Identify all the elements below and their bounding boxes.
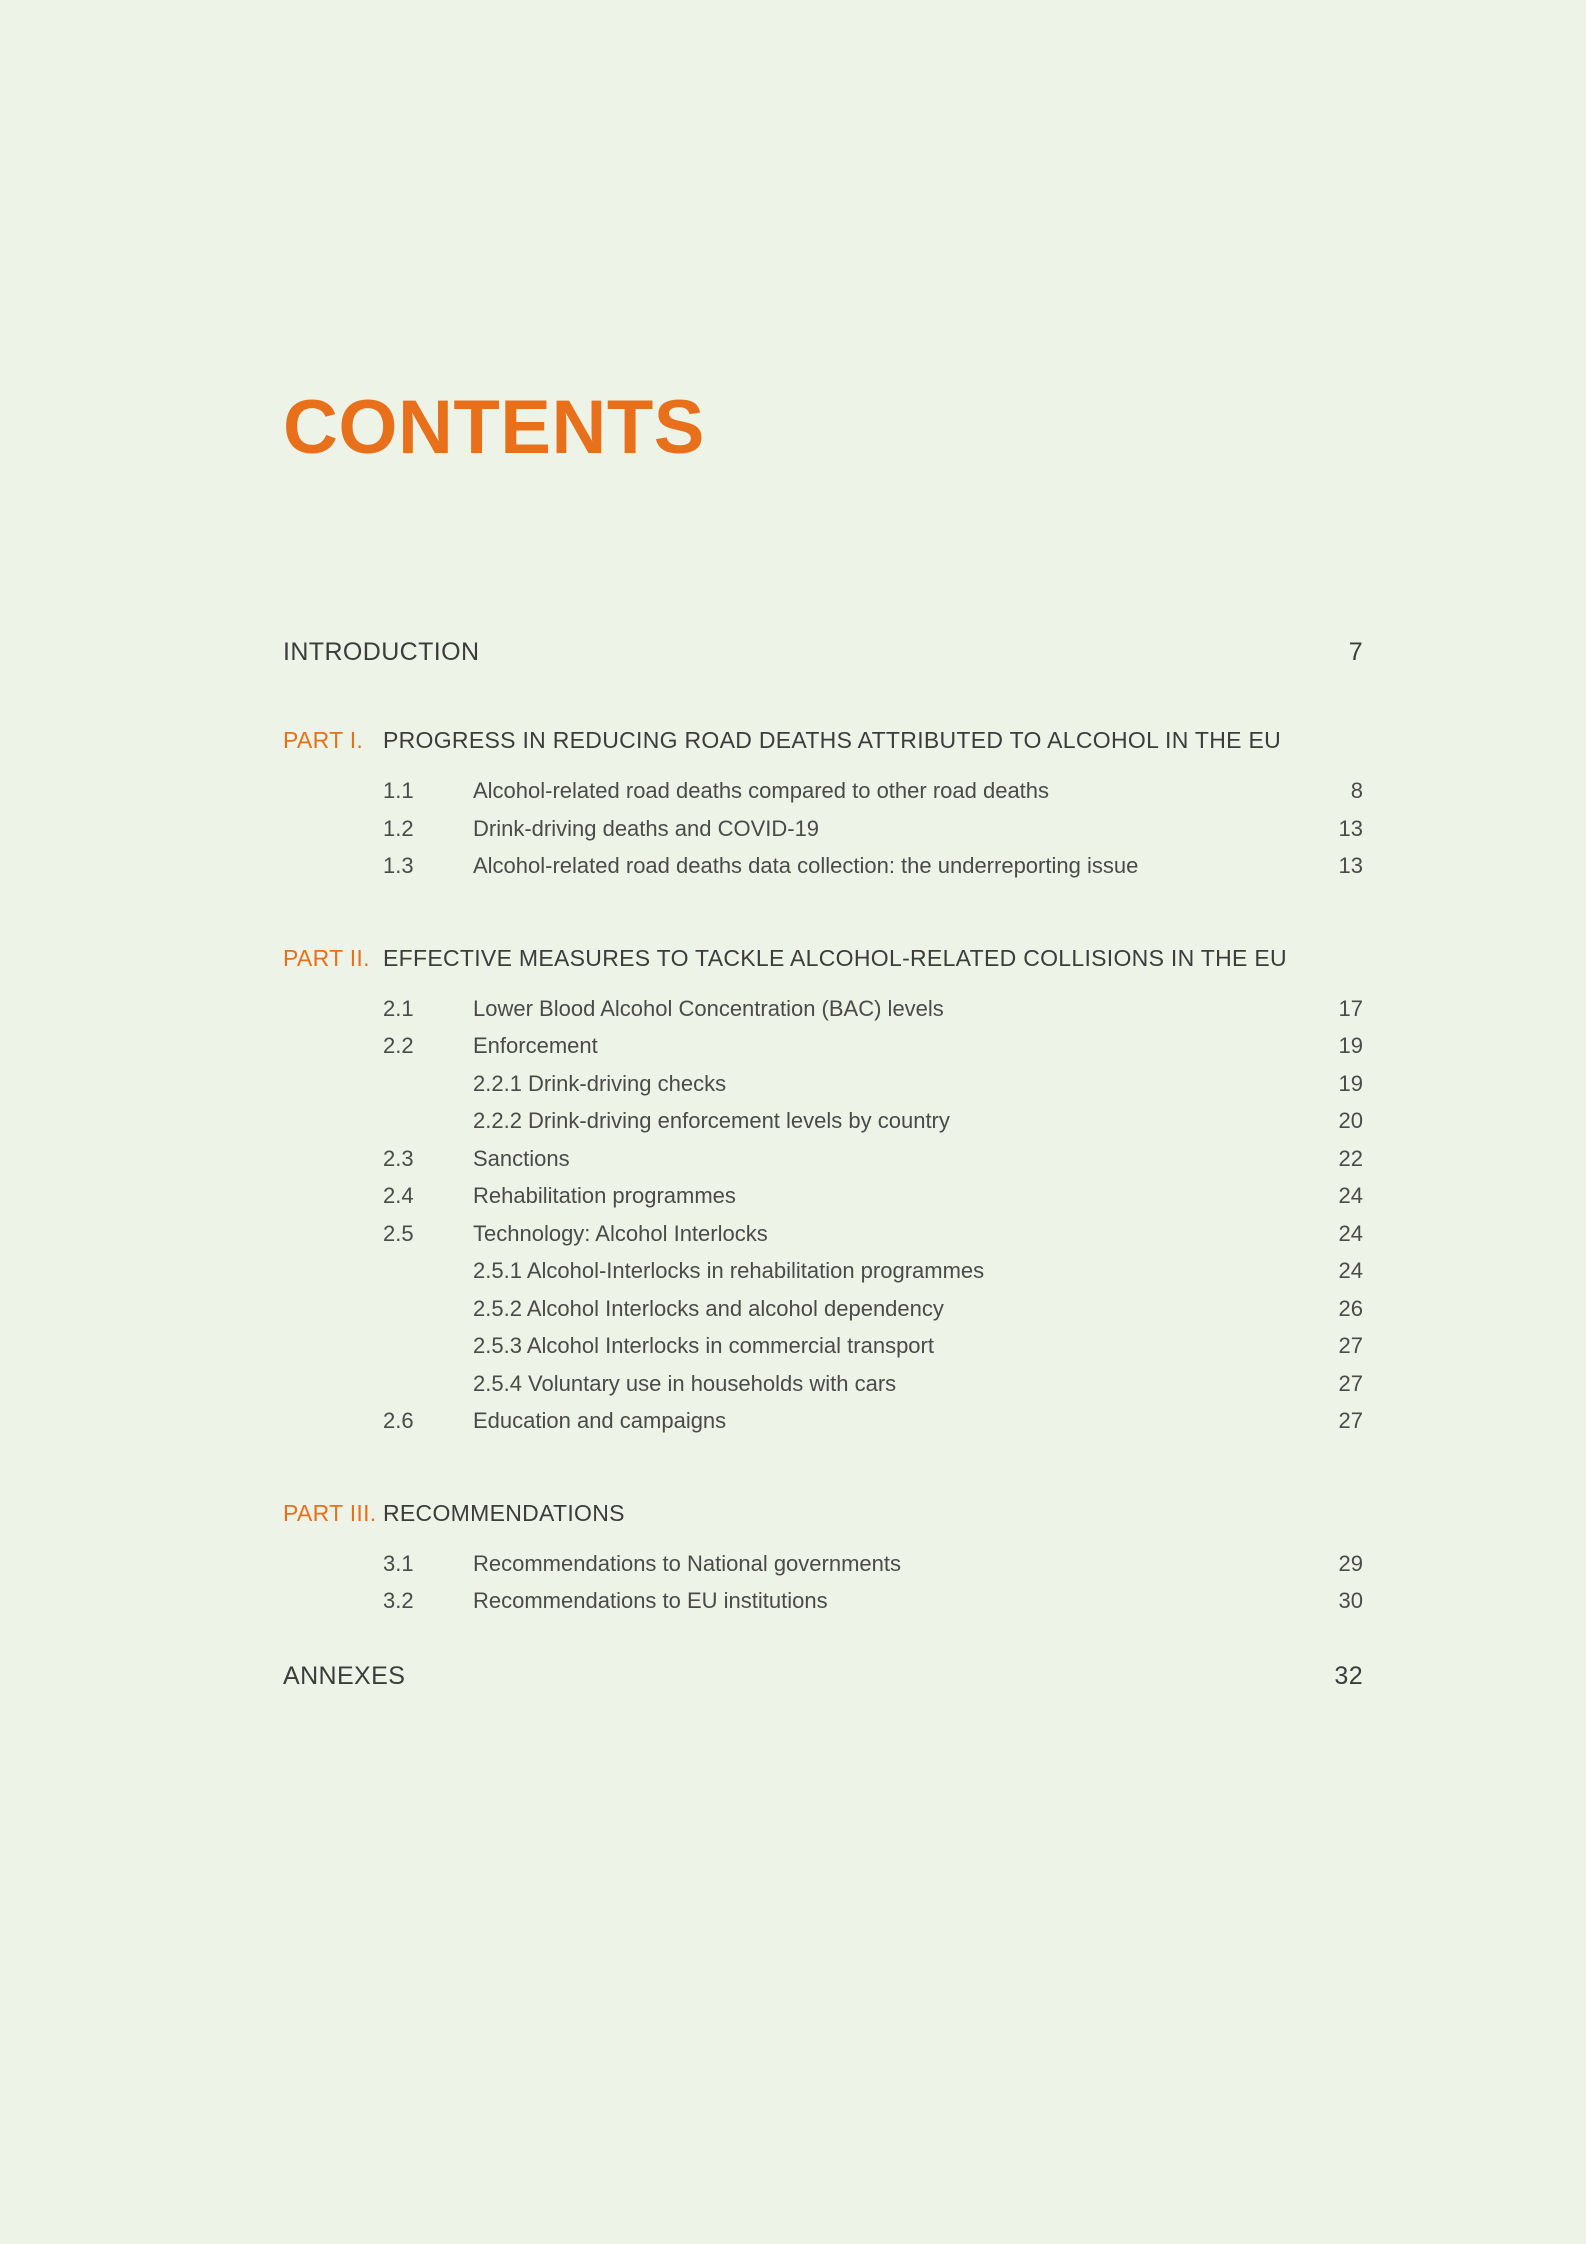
toc-entry[interactable] bbox=[283, 772, 1363, 810]
toc-entry-text: 2.5.4 Voluntary use in households with cars bbox=[473, 1370, 897, 1396]
toc-entry-text: 2.5.2 Alcohol Interlocks and alcohol dependency bbox=[473, 1295, 944, 1321]
toc-entry-page: 30 bbox=[1338, 1588, 1363, 1613]
toc-entry-text: Recommendations to EU institutions bbox=[473, 1588, 828, 1613]
spacer bbox=[283, 972, 1363, 990]
toc-entry-text: Alcohol-related road deaths compared to other road deaths bbox=[473, 778, 1050, 803]
toc-entry[interactable] bbox=[283, 1140, 1363, 1178]
toc-entry-number: 2.1 bbox=[383, 995, 414, 1021]
toc-entry-page: 27 bbox=[1338, 1333, 1363, 1358]
toc-entry-page: 27 bbox=[1338, 1408, 1363, 1433]
toc-entry-number: 3.2 bbox=[383, 1588, 414, 1613]
toc-entry-text: Lower Blood Alcohol Concentration (BAC) levels bbox=[473, 995, 944, 1021]
toc-part-title: EFFECTIVE MEASURES TO TACKLE ALCOHOL-RELATED COLLISIONS IN THE EU bbox=[383, 944, 1287, 971]
toc-entry-introduction[interactable] bbox=[283, 638, 1363, 667]
toc-entry-text: Alcohol-related road deaths data collection: the underreporting issue bbox=[473, 853, 1139, 878]
toc-part bbox=[283, 727, 1363, 945]
toc-annexes-label: ANNEXES bbox=[283, 1661, 406, 1690]
toc-entry[interactable] bbox=[283, 1065, 1363, 1103]
toc-introduction-label: INTRODUCTION bbox=[283, 638, 480, 666]
toc-part-heading[interactable] bbox=[283, 727, 1363, 754]
toc-entry[interactable] bbox=[283, 1102, 1363, 1140]
toc-entry-number: 2.5 bbox=[383, 1220, 414, 1246]
toc-entry-text: Education and campaigns bbox=[473, 1408, 727, 1433]
toc-entry-text: Drink-driving deaths and COVID-19 bbox=[473, 815, 820, 841]
toc-entry[interactable] bbox=[283, 1215, 1363, 1253]
toc-entry-text: Technology: Alcohol Interlocks bbox=[473, 1220, 768, 1246]
toc-entry-number: 3.1 bbox=[383, 1550, 414, 1576]
toc-entry-page: 19 bbox=[1338, 1033, 1363, 1058]
toc-part-title: PROGRESS IN REDUCING ROAD DEATHS ATTRIBUTED TO ALCOHOL IN THE EU bbox=[383, 727, 1282, 753]
page-title: CONTENTS bbox=[283, 385, 705, 470]
toc-entry[interactable] bbox=[283, 810, 1363, 848]
toc-entry[interactable] bbox=[283, 1582, 1363, 1620]
toc-parts bbox=[283, 727, 1363, 1620]
toc-entry-number: 2.6 bbox=[383, 1408, 414, 1433]
toc-entry[interactable] bbox=[283, 1290, 1363, 1328]
toc-entry-page: 24 bbox=[1338, 1258, 1363, 1283]
toc-entry[interactable] bbox=[283, 990, 1363, 1028]
toc-entry-number: 1.1 bbox=[383, 778, 414, 803]
toc-part bbox=[283, 1500, 1363, 1620]
toc-entry-number: 1.3 bbox=[383, 853, 414, 878]
toc-entry-page: 20 bbox=[1338, 1108, 1363, 1133]
toc-entry-text: Recommendations to National governments bbox=[473, 1550, 902, 1576]
toc-entry-text: 2.2.2 Drink-driving enforcement levels by country bbox=[473, 1108, 950, 1133]
toc-part-label: PART III. bbox=[283, 1499, 377, 1526]
spacer bbox=[283, 754, 1363, 772]
toc-entry-text: Enforcement bbox=[473, 1033, 598, 1058]
toc-entry-page: 17 bbox=[1338, 995, 1363, 1021]
toc-entry[interactable] bbox=[283, 1402, 1363, 1440]
toc-part-heading[interactable] bbox=[283, 945, 1363, 972]
toc-entry-number: 2.4 bbox=[383, 1183, 414, 1208]
toc-entry-text: 2.5.3 Alcohol Interlocks in commercial transport bbox=[473, 1333, 934, 1358]
spacer bbox=[283, 1527, 1363, 1545]
toc-entry[interactable] bbox=[283, 1545, 1363, 1583]
toc-introduction-page: 7 bbox=[1348, 638, 1363, 666]
toc-part-title: RECOMMENDATIONS bbox=[383, 1499, 625, 1526]
spacer bbox=[283, 885, 1363, 945]
toc-entry-text: 2.2.1 Drink-driving checks bbox=[473, 1070, 727, 1096]
toc-entry[interactable] bbox=[283, 1252, 1363, 1290]
toc-entry[interactable] bbox=[283, 847, 1363, 885]
toc-part-heading[interactable] bbox=[283, 1500, 1363, 1527]
spacer bbox=[283, 1620, 1363, 1662]
toc-entry-page: 26 bbox=[1338, 1295, 1363, 1321]
toc-entry-page: 19 bbox=[1338, 1070, 1363, 1096]
toc-entry[interactable] bbox=[283, 1027, 1363, 1065]
toc-entry-text: Sanctions bbox=[473, 1145, 570, 1171]
toc-entry-page: 24 bbox=[1338, 1220, 1363, 1246]
toc-entry-text: Rehabilitation programmes bbox=[473, 1183, 736, 1208]
toc-entry-page: 29 bbox=[1338, 1550, 1363, 1576]
toc-annexes-page: 32 bbox=[1334, 1661, 1363, 1690]
toc-entry[interactable] bbox=[283, 1365, 1363, 1403]
toc-entry-number: 2.2 bbox=[383, 1033, 414, 1058]
toc-entry-number: 1.2 bbox=[383, 815, 414, 841]
toc-entry-page: 8 bbox=[1350, 778, 1363, 803]
toc-entry-page: 13 bbox=[1338, 853, 1363, 878]
spacer bbox=[283, 1440, 1363, 1500]
toc-entry-text: 2.5.1 Alcohol-Interlocks in rehabilitation programmes bbox=[473, 1258, 985, 1283]
toc-entry-annexes[interactable] bbox=[283, 1662, 1363, 1691]
toc-entry[interactable] bbox=[283, 1327, 1363, 1365]
toc-entry-page: 22 bbox=[1338, 1145, 1363, 1171]
toc-entry-page: 13 bbox=[1338, 815, 1363, 841]
toc-part-label: PART II. bbox=[283, 944, 370, 971]
table-of-contents bbox=[283, 638, 1363, 1691]
toc-entry[interactable] bbox=[283, 1177, 1363, 1215]
toc-entry-page: 24 bbox=[1338, 1183, 1363, 1208]
toc-entry-number: 2.3 bbox=[383, 1145, 414, 1171]
spacer bbox=[283, 667, 1363, 727]
toc-part bbox=[283, 945, 1363, 1500]
toc-entry-page: 27 bbox=[1338, 1370, 1363, 1396]
toc-part-label: PART I. bbox=[283, 727, 364, 753]
